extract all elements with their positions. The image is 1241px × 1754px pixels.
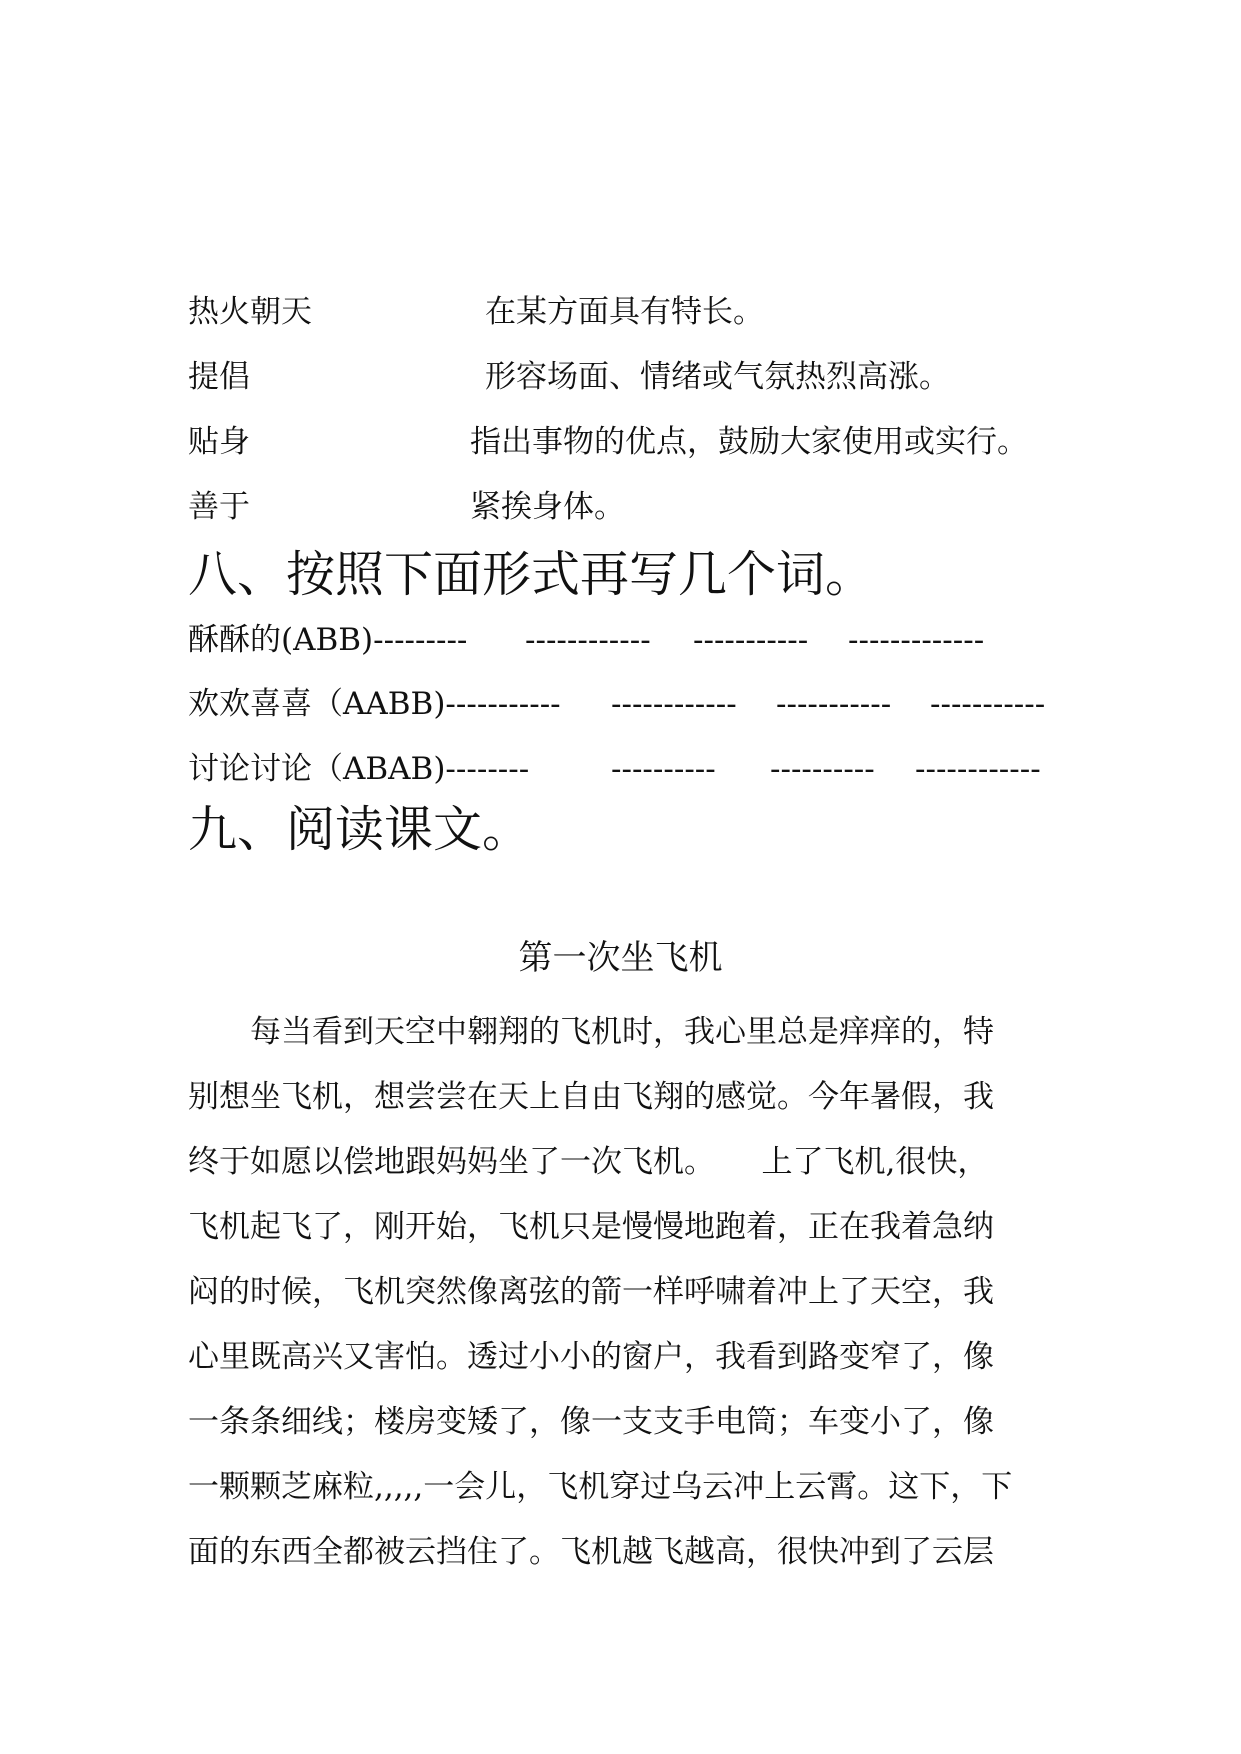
pattern-label: 欢欢喜喜（AABB)----------- (188, 686, 561, 722)
match-word: 贴身 (188, 424, 250, 460)
answer-blank: ----------- (693, 622, 809, 658)
match-meaning: 形容场面、情绪或气氛热烈高涨。 (485, 359, 950, 395)
pattern-label: 酥酥的(ABB)--------- (188, 622, 468, 658)
match-meaning: 指出事物的优点，鼓励大家使用或实行。 (470, 424, 1028, 460)
reading-title: 第一次坐飞机 (518, 938, 723, 978)
passage-line: 心里既高兴又害怕。透过小小的窗户，我看到路变窄了，像 (188, 1339, 994, 1375)
passage-line: 一颗颗芝麻粒,,,,,一会儿，飞机穿过乌云冲上云霄。这下，下 (188, 1469, 1013, 1505)
answer-blank: ---------- (611, 751, 716, 787)
match-word: 善于 (188, 489, 250, 525)
passage-line: 闷的时候，飞机突然像离弦的箭一样呼啸着冲上了天空，我 (188, 1274, 994, 1310)
reading-passage (188, 1000, 1058, 1585)
answer-blank: ----------- (930, 686, 1046, 722)
answer-blank: ------------ (611, 686, 737, 722)
answer-blank: ---------- (770, 751, 875, 787)
passage-line: 终于如愿以偿地跟妈妈坐了一次飞机。 上了飞机,很快， (188, 1144, 989, 1180)
passage-line: 飞机起飞了，刚开始，飞机只是慢慢地跑着，正在我着急纳 (188, 1209, 994, 1245)
answer-blank: ------------- (848, 622, 985, 658)
pattern-label: 讨论讨论（ABAB)-------- (188, 751, 530, 787)
passage-line: 别想坐飞机，想尝尝在天上自由飞翔的感觉。今年暑假，我 (188, 1079, 994, 1115)
match-meaning: 紧挨身体。 (470, 489, 625, 525)
answer-blank: ------------ (915, 751, 1041, 787)
section-9-heading: 九、阅读课文。 (188, 801, 532, 858)
match-word: 热火朝天 (188, 294, 312, 330)
section-8-heading: 八、按照下面形式再写几个词。 (188, 546, 875, 603)
answer-blank: ------------ (525, 622, 651, 658)
match-meaning: 在某方面具有特长。 (485, 294, 764, 330)
passage-line: 一条条细线；楼房变矮了，像一支支手电筒；车变小了，像 (188, 1404, 994, 1440)
passage-line: 每当看到天空中翱翔的飞机时，我心里总是痒痒的，特 (188, 1014, 994, 1050)
match-word: 提倡 (188, 359, 250, 395)
passage-line: 面的东西全都被云挡住了。飞机越飞越高，很快冲到了云层 (188, 1534, 994, 1570)
answer-blank: ----------- (776, 686, 892, 722)
